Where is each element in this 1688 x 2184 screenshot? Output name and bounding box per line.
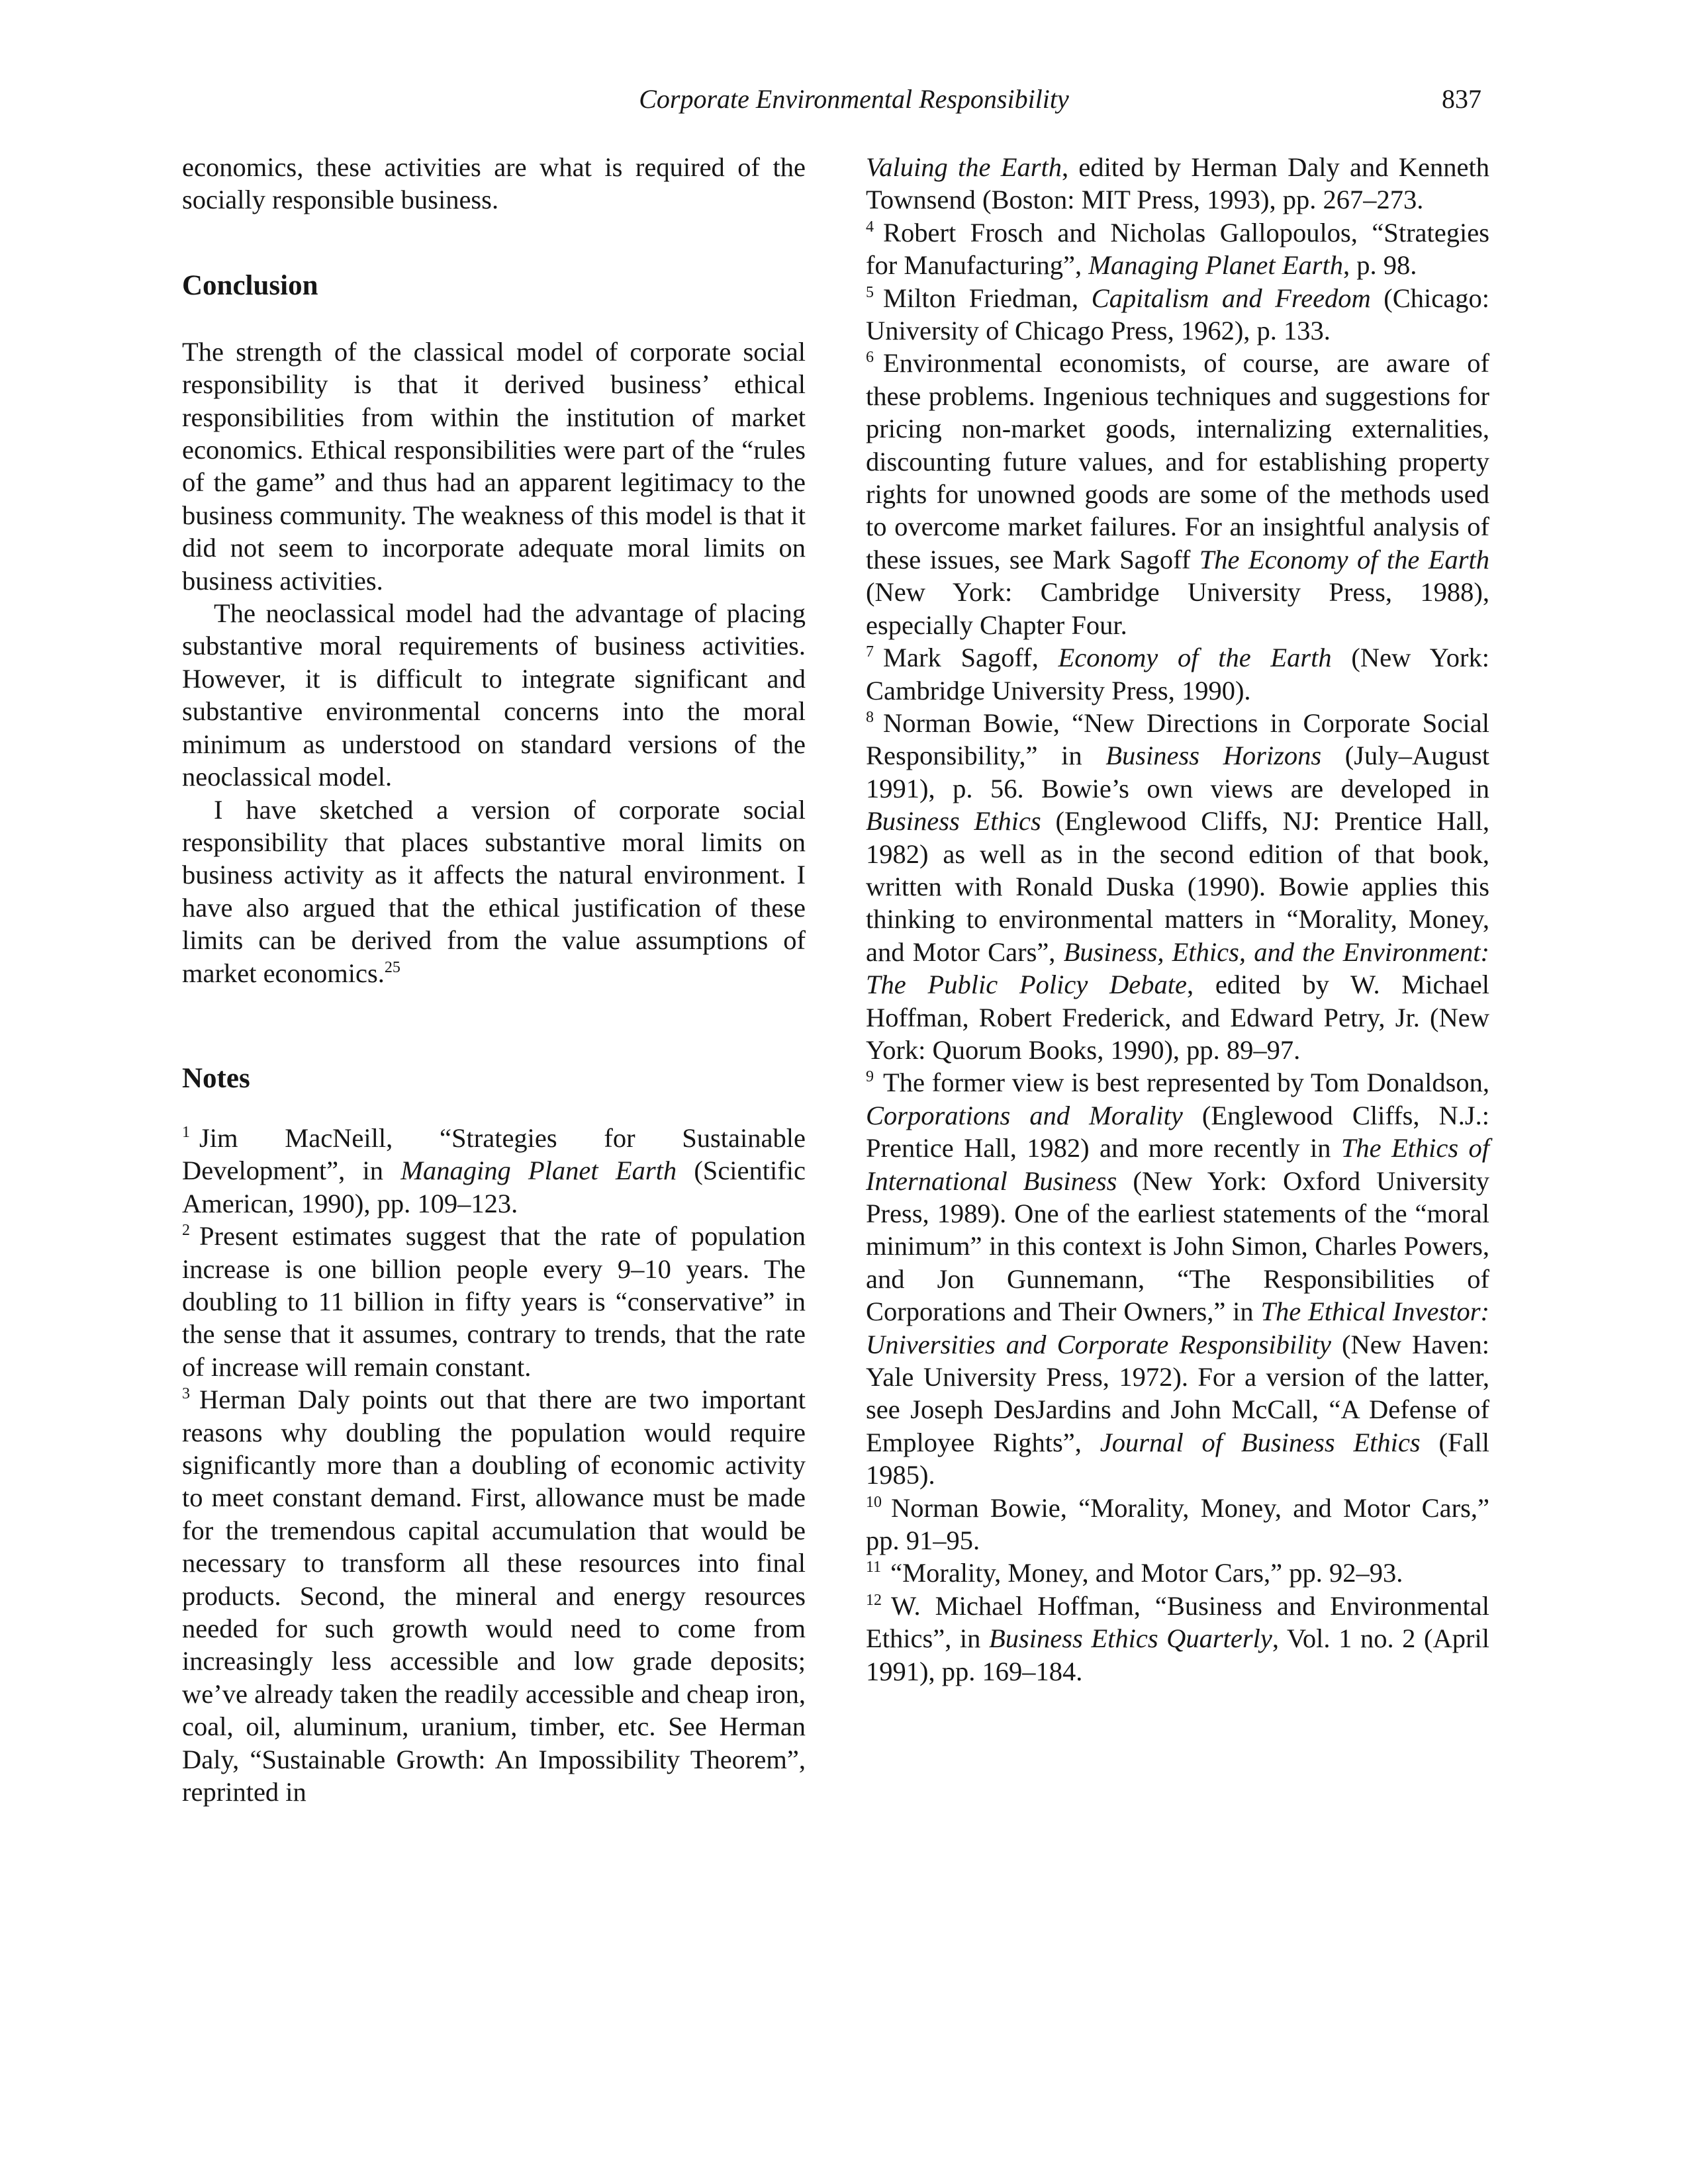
note-text: Norman Bowie, “New Directions in Corporate Social Responsibility,” in bbox=[866, 707, 1489, 771]
note-text: Present estimates suggest that the rate of population increase is one billion people every 9–10 years. The doubling to 11 billion in fifty years is “conservative” in the sense that it assumes, contrary to trends, that the rate of increase will remain constant. bbox=[182, 1221, 806, 1382]
note-number: 10 bbox=[866, 1493, 882, 1511]
note-text: (Fall 1985). bbox=[866, 1427, 1490, 1490]
note-text: (New Haven: Yale University Press, 1972). For a version of the latter, see Joseph DesJardins and John McCall, “A Defense of Employee Rights”, bbox=[866, 1329, 1489, 1457]
note-text: (New York: Oxford University Press, 1989). One of the earliest statements of the “moral minimum” in this context is John Simon, Charles Powers, and Jon Gunnemann, “The Responsibilities of Corporations and Their Owners,” in bbox=[866, 1165, 1489, 1327]
right-column bbox=[866, 151, 1489, 1688]
note-number: 1 bbox=[182, 1123, 190, 1141]
note-title: Managing Planet Earth bbox=[1088, 250, 1343, 281]
note-title: Business, Ethics, and the Environment: The Public Policy Debate bbox=[866, 936, 1489, 1000]
conclusion-paragraph-3-text: I have sketched a version of corporate social responsibility that places substantive moral limits on business activity as it affects the natural environment. I have also argued that the ethical justification of these limits can be derived from the value assumptions of market economics. bbox=[182, 794, 806, 988]
note-number: 5 bbox=[866, 283, 874, 301]
note-text: W. Michael Hoffman, “Business and Environmental Ethics”, in bbox=[866, 1590, 1489, 1654]
conclusion-paragraph-2: The neoclassical model had the advantage of placing substantive moral requirements of business activities. However, it is difficult to integrate significant and substantive environmental concerns into the moral minimum as understood on standard versions of the neoclassical model. bbox=[182, 598, 806, 792]
paragraph-continued: economics, these activities are what is required of the socially responsible business. bbox=[182, 152, 806, 215]
note-title: The Ethical Investor: Universities and Corporate Responsibility bbox=[866, 1297, 1489, 1359]
note-text: The former view is best represented by Tom Donaldson, bbox=[883, 1068, 1489, 1098]
note-text: (Chicago: University of Chicago Press, 1962), p. 133. bbox=[866, 283, 1489, 346]
note-text: (New York: Cambridge University Press, 1990). bbox=[866, 643, 1489, 705]
note-title: Business Ethics Quarterly bbox=[989, 1623, 1272, 1654]
note-title: Corporations and Morality bbox=[866, 1100, 1183, 1130]
note-number: 3 bbox=[182, 1385, 190, 1403]
note-text: Mark Sagoff, bbox=[883, 643, 1058, 673]
note-text: , Vol. 1 no. 2 (April 1991), pp. 169–184. bbox=[866, 1623, 1489, 1686]
note-6 bbox=[866, 347, 1489, 641]
note-4 bbox=[866, 216, 1489, 282]
note-text: Jim MacNeill, “Strategies for Sustainable Development”, in bbox=[182, 1122, 806, 1186]
note-1 bbox=[182, 1122, 806, 1220]
note-3-continued bbox=[866, 151, 1489, 216]
note-number: 12 bbox=[866, 1591, 882, 1609]
note-7 bbox=[866, 641, 1489, 707]
note-title: Economy of the Earth bbox=[1058, 643, 1332, 673]
note-text: “Morality, Money, and Motor Cars,” pp. 92–93. bbox=[890, 1558, 1403, 1588]
conclusion-heading: Conclusion bbox=[182, 269, 318, 301]
note-number: 7 bbox=[866, 643, 874, 661]
note-text: (New York: Cambridge University Press, 1988), especially Chapter Four. bbox=[866, 577, 1489, 640]
left-column bbox=[182, 151, 806, 1808]
note-text: , edited by Herman Daly and Kenneth Townsend (Boston: MIT Press, 1993), pp. 267–273. bbox=[866, 152, 1489, 215]
note-5 bbox=[866, 282, 1489, 347]
note-number: 2 bbox=[182, 1222, 190, 1240]
note-text: (July–August 1991), p. 56. Bowie’s own views are developed in bbox=[866, 741, 1489, 803]
note-12 bbox=[866, 1590, 1489, 1688]
note-text: Robert Frosch and Nicholas Gallopoulos, “Strategies for Manufacturing”, bbox=[866, 217, 1489, 281]
note-number: 6 bbox=[866, 349, 874, 367]
note-text: (Englewood Cliffs, N.J.: Prentice Hall, 1982) and more recently in bbox=[866, 1100, 1490, 1163]
note-9 bbox=[866, 1066, 1489, 1491]
footnote-reference-25: 25 bbox=[384, 958, 400, 976]
note-title: The Ethics of International Business bbox=[866, 1133, 1489, 1196]
note-2 bbox=[182, 1220, 806, 1383]
notes-heading: Notes bbox=[182, 1062, 250, 1094]
note-text: (Englewood Cliffs, NJ: Prentice Hall, 1982) as well as in the second edition of that book, written with Ronald Duska (1990). Bowie applies this thinking to environmental matters in “Morality, Money, and Motor Cars”, bbox=[866, 806, 1489, 967]
note-title: Valuing the Earth bbox=[866, 152, 1062, 182]
note-text: , p. 98. bbox=[1342, 250, 1417, 281]
note-title: Capitalism and Freedom bbox=[1091, 283, 1371, 313]
note-number: 11 bbox=[866, 1559, 882, 1576]
note-text: Norman Bowie, “Morality, Money, and Motor Cars,” pp. 91–95. bbox=[866, 1492, 1489, 1556]
note-text: Milton Friedman, bbox=[883, 283, 1092, 313]
conclusion-paragraph-1: The strength of the classical model of corporate social responsibility is that it derived business’ ethical responsibilities from within the institution of market economics. Ethical responsibilities were part of the “rules of the game” and thus had an apparent legitimacy to the business community. The weakness of this model is that it did not seem to incorporate adequate moral limits on business activities. bbox=[182, 336, 806, 596]
note-number: 8 bbox=[866, 708, 874, 726]
note-text: , edited by W. Michael Hoffman, Robert Frederick, and Edward Petry, Jr. (New York: Quorum Books, 1990), pp. 89–97. bbox=[866, 970, 1489, 1065]
note-text: (Scientific American, 1990), pp. 109–123. bbox=[182, 1156, 806, 1218]
note-title: Managing Planet Earth bbox=[400, 1156, 677, 1186]
running-header-title: Corporate Environmental Responsibility bbox=[639, 84, 1069, 114]
note-title: Business Ethics bbox=[866, 806, 1041, 837]
page-number: 837 bbox=[1442, 84, 1481, 114]
note-number: 9 bbox=[866, 1068, 874, 1086]
note-text: Environmental economists, of course, are aware of these problems. Ingenious techniques and suggestions for pricing non-market goods, internalizing externalities, discounting future values, and for establishing property rights for unowned goods are some of the methods used to overcome market failures. For an insightful analysis of these issues, see Mark Sagoff bbox=[866, 348, 1489, 574]
note-title: Journal of Business Ethics bbox=[1100, 1427, 1421, 1457]
note-text: Herman Daly points out that there are two important reasons why doubling the population would require significantly more than a doubling of economic activity to meet constant demand. First, allowance must be made for the tremendous capital accumulation that would be necessary to transform all these resources into final products. Second, the mineral and energy resources needed for such growth would need to come from increasingly less accessible and low grade deposits; we’ve already taken the readily accessible and cheap iron, coal, oil, aluminum, uranium, timber, etc. See Herman Daly, “Sustainable Growth: An Impossibility Theorem”, reprinted in bbox=[182, 1385, 806, 1807]
note-3 bbox=[182, 1383, 806, 1808]
note-11 bbox=[866, 1557, 1489, 1589]
note-title: The Economy of the Earth bbox=[1199, 544, 1489, 574]
note-title: Business Horizons bbox=[1105, 741, 1322, 771]
note-10 bbox=[866, 1492, 1489, 1557]
note-8 bbox=[866, 707, 1489, 1066]
note-number: 4 bbox=[866, 218, 874, 236]
conclusion-paragraph-3 bbox=[182, 794, 806, 989]
